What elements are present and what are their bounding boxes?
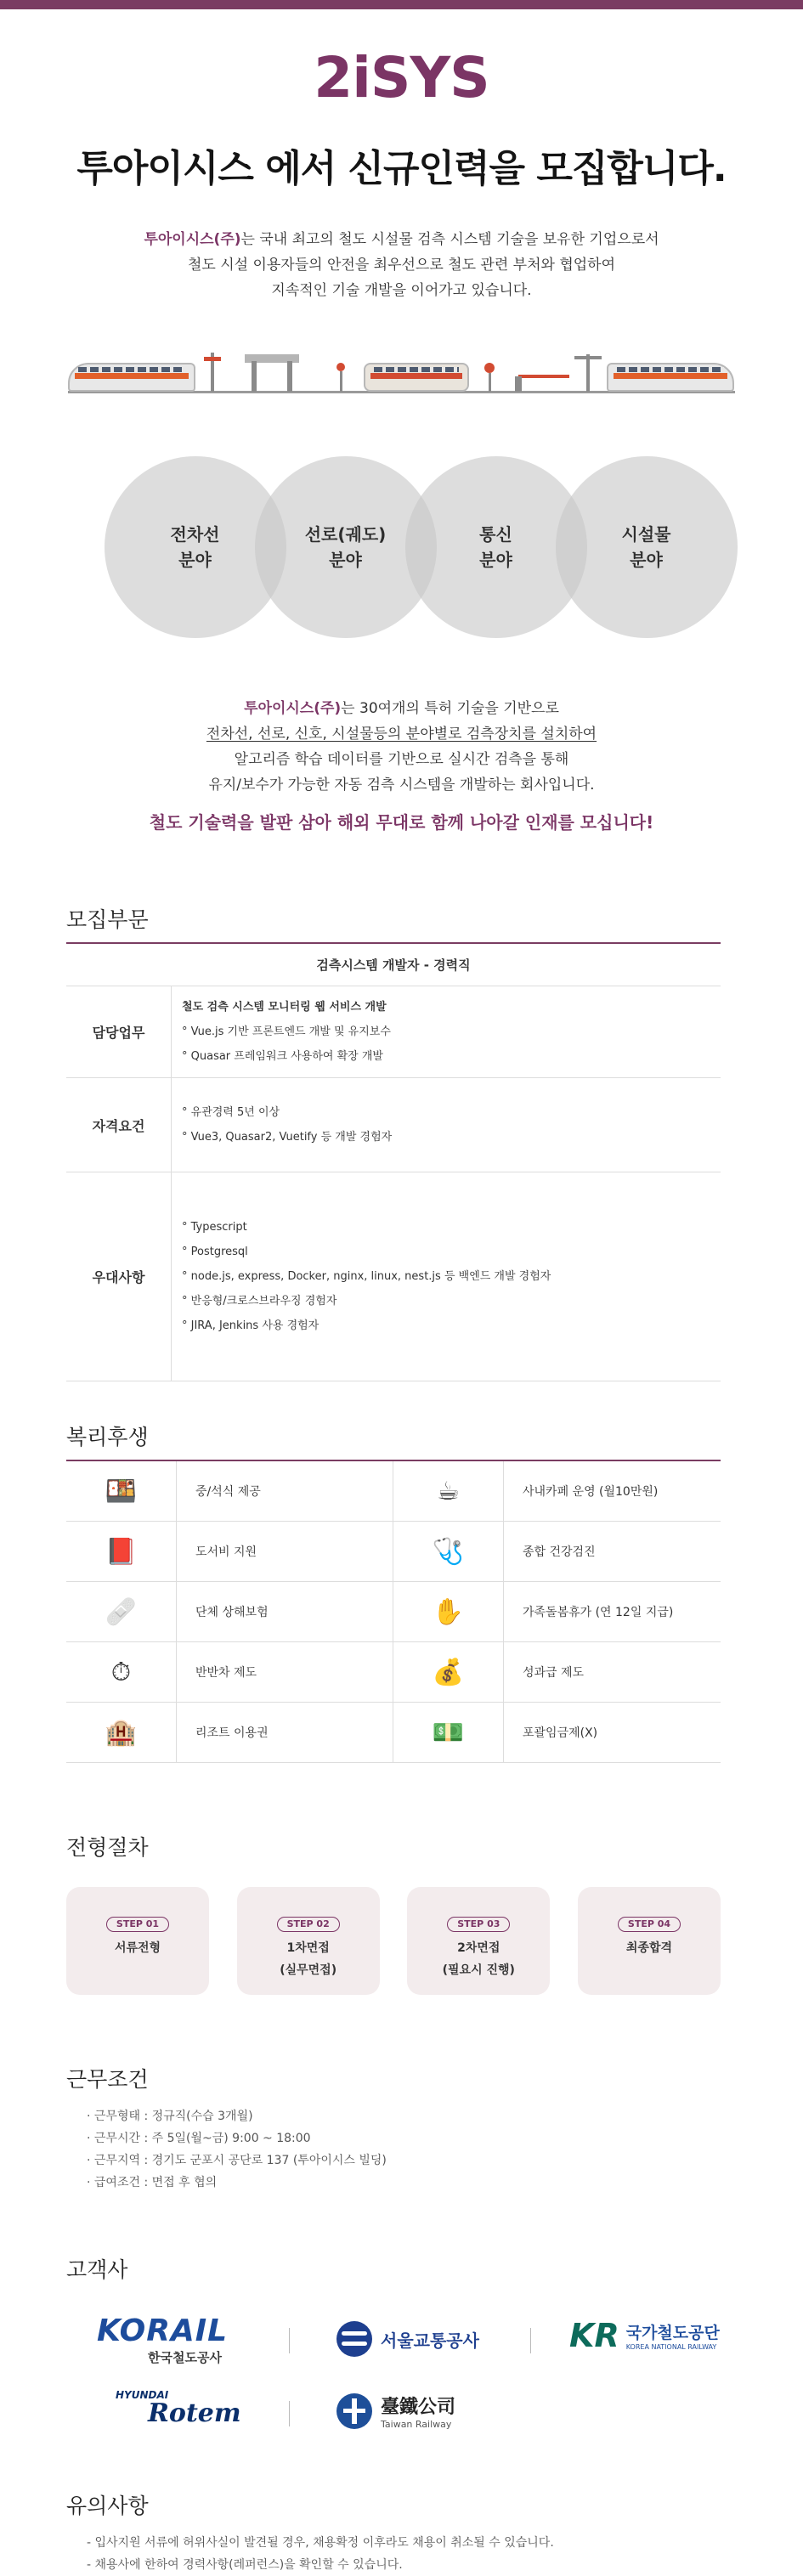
row-content [172,986,721,1077]
section-title: 모집부문 [66,903,721,944]
row-label: 담당업무 [66,986,172,1077]
intro-text [0,227,803,303]
about-company: 투아이시스(주) [244,700,342,718]
stopwatch-icon: ⏱ [66,1642,177,1702]
slogan: 철도 기술력을 발판 삼아 해외 무대로 함께 나아갈 인재를 모십니다! [149,812,654,833]
step-badge: STEP 02 [277,1917,340,1932]
preferred-item: ° node.js, express, Docker, nginx, linux, nest.js 등 백엔드 개발 경험자 [182,1270,551,1284]
welfare-section [66,1421,721,1763]
preferred-item: ° Typescript [182,1221,247,1234]
welfare-item [393,1522,721,1582]
intro-line-2: 철도 시설 이용자들의 안전을 최우선으로 철도 관련 부처와 협업하여 [187,257,616,274]
barrier-base-icon [515,376,522,392]
kr-name: 국가철도공단 [625,2324,720,2343]
welfare-label: 반반차 제도 [195,1666,257,1681]
kr-subtitle: KOREA NATIONAL RAILWAY [625,2343,717,2352]
condition-item: · 근무지역 : 경기도 군포시 공단로 137 (투아이시스 빌딩) [87,2154,387,2168]
condition-item: · 급여조건 : 면접 후 협의 [87,2176,218,2190]
duty-title: 철도 검측 시스템 모니터링 웹 서비스 개발 [182,1001,387,1014]
notice-item: - 입사지원 서류에 허위사실이 발견될 경우, 채용확정 이후라도 채용이 취소될 수 있습니다. [87,2536,554,2551]
preferred-item: ° JIRA, Jenkins 사용 경험자 [182,1319,320,1333]
hyundai-rotem-logo [116,2389,241,2429]
rotem-text: Rotem [148,2398,241,2429]
stethoscope-icon: 🩺 [393,1522,504,1581]
seoul-metro-logo [336,2321,479,2357]
position-title: 검측시스템 개발자 - 경력직 [66,944,721,986]
field-name: 전차선 [170,524,220,545]
process-step [66,1887,209,1995]
field-circle [556,456,738,638]
recruit-row-requirements [66,1078,721,1172]
welfare-grid [66,1461,721,1763]
process-steps [66,1887,721,1995]
requirement-item: ° Vue3, Quasar2, Vuetify 등 개발 경험자 [182,1131,393,1144]
train-right-icon [607,363,734,392]
recruit-section [66,903,721,1381]
process-step [407,1887,550,1995]
field-name: 선로(궤도) [304,524,387,545]
welfare-label: 단체 상해보험 [195,1606,269,1620]
about-line-1: 는 30여개의 특허 기술을 기반으로 [341,700,559,718]
korail-wordmark: KORAIL [97,2313,229,2349]
korail-logo [97,2313,229,2366]
about-text [0,696,803,835]
row-label: 우대사항 [66,1172,172,1381]
conditions-list [66,2105,721,2194]
welfare-item [66,1642,393,1703]
preferred-item: ° 반응형/크로스브라우징 경험자 [182,1295,337,1308]
step-title: 2차면접 [457,1941,500,1956]
coffee-icon: ☕ [393,1461,504,1521]
welfare-label: 사내카페 운영 (월10만원) [523,1485,659,1500]
welfare-item [66,1522,393,1582]
tram-icon [364,363,469,392]
preferred-item: ° Postgresql [182,1246,248,1259]
section-title: 유의사항 [66,2494,149,2519]
intro-line-1: 는 국내 최고의 철도 시설물 검측 시스템 기술을 보유한 기업으로서 [240,231,659,249]
intro-company: 투아이시스(주) [144,231,241,249]
step-badge: STEP 03 [447,1917,510,1932]
signal-light-icon [336,363,345,371]
hyundai-text: HYUNDAI [116,2389,169,2402]
hand-heart-icon: ✋ [393,1582,504,1641]
recruit-row-preferred [66,1172,721,1381]
intro-line-3: 지속적인 기술 개발을 이어가고 있습니다. [271,282,532,300]
step-badge: STEP 04 [618,1917,681,1932]
taiwan-railway-logo [336,2392,455,2430]
barrier-icon [518,375,569,378]
money-hand-icon: 💰 [393,1642,504,1702]
taiwan-railway-text [381,2392,455,2430]
catenary-post-icon [287,361,292,392]
welfare-label: 가족돌봄휴가 (연 12일 지급) [523,1606,674,1620]
field-name: 시설물 [621,524,671,545]
welfare-item [66,1582,393,1642]
bandage-icon: 🩹 [66,1582,177,1641]
process-step [237,1887,380,1995]
field-name: 통신 [479,524,512,545]
welfare-item [393,1461,721,1522]
welfare-item [66,1703,393,1763]
requirement-item: ° 유관경력 5년 이상 [182,1106,280,1120]
welfare-label: 중/석식 제공 [195,1485,261,1500]
top-accent-bar [0,0,803,9]
catenary-post-icon [252,361,257,392]
row-content [172,1172,721,1381]
client-logos [66,2311,721,2455]
recruit-row-duties [66,986,721,1078]
notice-item: - 채용사에 한하여 경력사항(레퍼런스)을 확인할 수 있습니다. [87,2558,403,2573]
duty-item: ° Vue.js 기반 프론트엔드 개발 및 유지보수 [182,1025,391,1039]
taiwan-railway-name: 臺鐵公司 [381,2397,456,2419]
notice-section [66,2489,721,2576]
field-suffix: 분야 [479,550,512,571]
train-left-icon [68,363,195,392]
welfare-label: 성과급 제도 [523,1666,585,1681]
about-line-3: 알고리즘 학습 데이터를 기반으로 실시간 검측을 통해 [234,751,569,769]
about-line-4: 유지/보수가 가능한 자동 검측 시스템을 개발하는 회사입니다. [208,777,595,794]
taiwan-railway-emblem-icon [336,2393,372,2429]
pole-arm-icon [574,356,602,359]
kr-mark: KR [569,2317,619,2355]
stop-sign-icon [484,363,495,373]
welfare-label: 리조트 이용권 [195,1726,269,1741]
resort-icon: 🏨 [66,1703,177,1762]
field-suffix: 분야 [329,550,362,571]
page-headline: 투아이시스 에서 신규인력을 모집합니다. [76,147,727,190]
business-fields [83,456,721,643]
signal-post-icon [340,371,342,392]
korail-subtitle: 한국철도공사 [148,2350,222,2366]
railway-illustration [68,341,735,412]
section-title: 고객사 [66,2257,128,2283]
welfare-label: 포괄임금제(X) [523,1726,598,1741]
step-title: 서류전형 [114,1941,161,1956]
crossing-bar-icon [204,357,221,361]
duty-item: ° Quasar 프레임워크 사용하여 확장 개발 [182,1050,383,1064]
notice-list [66,2532,721,2576]
field-suffix: 분야 [630,550,663,571]
field-suffix: 분야 [178,550,212,571]
clients-section [66,2253,721,2455]
process-section [66,1831,721,1995]
welfare-label: 도서비 지원 [195,1545,257,1560]
about-line-2: 전차선, 선로, 신호, 시설물등의 분야별로 검측장치를 설치하여 [206,726,597,743]
welfare-item [393,1703,721,1763]
condition-item: · 근무시간 : 주 5일(월~금) 9:00 ~ 18:00 [87,2132,311,2146]
kr-text [626,2320,720,2351]
conditions-section [66,2063,721,2194]
pole-icon [586,354,590,392]
taiwan-railway-subtitle: Taiwan Railway [381,2419,452,2431]
seoul-metro-name: 서울교통공사 [381,2330,479,2351]
process-step [578,1887,721,1995]
section-title: 근무조건 [66,2067,149,2093]
sign-post-icon [489,373,491,392]
kr-logo [569,2317,720,2355]
book-icon: 📕 [66,1522,177,1581]
step-badge: STEP 01 [106,1917,169,1932]
condition-item: · 근무형태 : 정규직(수습 3개월) [87,2110,253,2124]
step-title: 최종합격 [625,1941,673,1956]
seoul-metro-emblem-icon [336,2321,372,2357]
logo-divider [530,2328,531,2353]
logo-divider [289,2328,290,2353]
welfare-label: 종합 건강검진 [523,1545,596,1560]
welfare-item [66,1461,393,1522]
section-title: 전형절차 [66,1835,149,1861]
welfare-item [393,1582,721,1642]
welfare-item [393,1642,721,1703]
section-title: 복리후생 [66,1421,721,1461]
cash-icon: 💵 [393,1703,504,1762]
step-note: (필요시 진행) [442,1963,515,1978]
step-title: 1차면접 [286,1941,330,1956]
row-content [172,1078,721,1172]
step-note: (실무면접) [280,1963,337,1978]
meal-icon: 🍱 [66,1461,177,1521]
company-logo: 2iSYS [314,45,489,110]
logo-divider [289,2401,290,2426]
row-label: 자격요건 [66,1078,172,1172]
